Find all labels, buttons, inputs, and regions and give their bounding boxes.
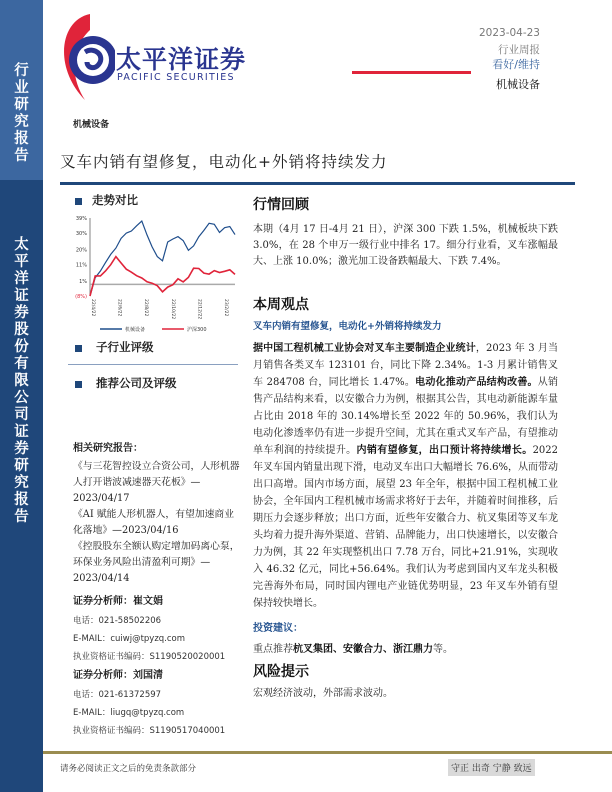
related-report-link[interactable]: 《与三花智控设立合资公司，人形机器人打开谐波减速器天花板》—2023/04/17 — [73, 461, 240, 504]
page-title: 叉车内销有望修复，电动化+外销将持续发力 — [60, 153, 388, 171]
sidebar-bottom-label: 太平洋证券股份有限公司证券研究报告 — [14, 236, 29, 525]
review-heading: 行情回顾 — [253, 197, 309, 213]
review-text: 本期（4月 17 日-4月 21 日），沪深 300 下跌 1.5%，机械板块下跌 3.0%，在 28 个申万一级行业中排名 17。细分行业看，叉车涨幅最大、上涨 10.0%；激光加工设备跌幅最大、下跌 7.4%。 — [253, 224, 558, 267]
company-heading: 推荐公司及评级 — [75, 375, 177, 391]
footer-motto: 守正 出奇 宁静 致远 — [448, 759, 535, 776]
sidebar-top-label: 行业研究报告 — [14, 62, 29, 164]
x-tick-label: 23/2/22 — [223, 299, 228, 317]
header-industry: 机械设备 — [496, 78, 540, 91]
bullet-square-icon — [75, 345, 82, 352]
invest-heading: 投资建议： — [253, 623, 303, 634]
x-tick-label: 22/10/22 — [169, 299, 175, 320]
related-heading: 相关研究报告： — [73, 443, 143, 454]
bullet-square-icon — [75, 381, 82, 388]
header-red-line — [352, 71, 471, 74]
analyst-title: 证券分析师：崔文娟 — [73, 596, 163, 607]
risk-text: 宏观经济波动，外部需求波动。 — [253, 688, 393, 699]
related-reports — [73, 441, 243, 587]
related-report-link[interactable]: 《控股股东全额认购定增加码离心泵，环保业务风险出清盈利可期》—2023/04/14 — [73, 541, 240, 584]
analyst-cert: 执业资格证书编码：S1190520020001 — [73, 652, 226, 662]
series-line-1 — [90, 257, 235, 296]
x-tick-label: 22/4/22 — [90, 299, 95, 317]
report-date: 2023-04-23 — [478, 27, 540, 39]
title-divider — [60, 182, 575, 185]
pacific-logo-icon — [55, 12, 115, 102]
right-column — [253, 196, 558, 702]
analyst-phone: 电话：021-61372597 — [73, 690, 162, 700]
sidebar-bottom — [0, 180, 43, 792]
view-heading: 本周观点 — [253, 297, 309, 313]
x-tick-label: 22/12/22 — [196, 299, 202, 320]
bullet-square-icon — [75, 198, 82, 205]
trend-heading: 走势对比 — [75, 192, 138, 208]
brand-name-en: PACIFIC SECURITIES — [117, 72, 235, 83]
analyst-2 — [73, 669, 243, 737]
footer-line — [43, 751, 612, 754]
brand-name-cn: 太平洋证券 — [116, 45, 247, 74]
x-tick-label: 22/8/22 — [143, 299, 149, 317]
rating-badge: 看好/维持 — [492, 58, 540, 71]
sidebar-top — [0, 0, 43, 180]
report-type: 行业周报 — [498, 44, 540, 56]
x-tick-label: 22/6/22 — [116, 299, 122, 317]
doc-category: 机械设备 — [73, 120, 110, 130]
invest-text: 重点推荐杭叉集团、安徽合力、浙江鼎力等。 — [253, 644, 453, 655]
y-tick-label: 39% — [75, 216, 87, 222]
view-subtitle: 叉车内销有望修复，电动化+外销将持续发力 — [253, 321, 442, 332]
analyst-cert: 执业资格证书编码：S1190517040001 — [73, 726, 226, 736]
sub-rating-heading: 子行业评级 — [75, 339, 154, 355]
analyst-1 — [73, 595, 243, 663]
legend-label: 沪深300 — [187, 327, 207, 333]
trend-chart — [60, 210, 250, 335]
y-tick-label: 20% — [75, 247, 87, 254]
related-report-link[interactable]: 《AI 赋能人形机器人，有望加速商业化落地》—2023/04/16 — [73, 509, 235, 536]
footer-disclaimer: 请务必阅读正文之后的免责条款部分 — [60, 764, 197, 774]
analyst-phone: 电话：021-58502206 — [73, 616, 162, 626]
left-info-column — [73, 441, 243, 743]
analyst-email[interactable]: E-MAIL：cuiwj@tpyzq.com — [73, 634, 186, 644]
view-paragraph: 据中国工程机械工业协会对叉车主要制造企业统计，2023 年 3 月当月销售各类叉车 123101 台，同比下降 2.34%。1-3 月累计销售叉车 284708 台，同比增长 1.47%。电动化推动产品结构改善。从销售产品结构来看，以安徽合力为例，根据其公告，其电动新能源车量占比由 2018 年的 30.14%增长至 2022 年的 50.96%，我们认为电动化渗透率仍有进一步提升空间，尤其在重式叉车产品，有望推动单车利润的持续提升。内销有望修复，出口预计将持续增长。2022 年叉车国内销量出现下滑，电动叉车出口大幅增长 76.6%，从而带动出口高增。国内市场方面，展望 23 年全年，根据中国工程机械工业协会，全年国内工程机械市场需求将好于去年，并随着时间推移，后期压力会逐步释放；出口方面，近些年安徽合力、杭叉集团等叉车龙头均着力提升海外渠道、营销、品牌能力，出口快速增长，以安徽合力为例，其 22 年实现整机出口 7.78 万台，同比+21.91%，实现收入 46.32 亿元，同比+56.64%。我们认为考虑到国内叉车龙头积极完善海外布局，同时国内锂电产业链优势明显，23 年叉车外销有望保持较快增长。 — [253, 343, 559, 609]
left-divider — [68, 364, 238, 365]
y-tick-label: 11% — [75, 262, 87, 269]
risk-heading: 风险提示 — [253, 664, 309, 680]
analyst-email[interactable]: E-MAIL：liugq@tpyzq.com — [73, 708, 185, 718]
analyst-title: 证券分析师：刘国清 — [73, 670, 163, 681]
y-tick-label: 30% — [75, 230, 87, 237]
y-tick-label: (8%) — [75, 294, 87, 300]
legend-label: 机械设备 — [125, 327, 146, 333]
y-tick-label: 1% — [79, 279, 87, 286]
